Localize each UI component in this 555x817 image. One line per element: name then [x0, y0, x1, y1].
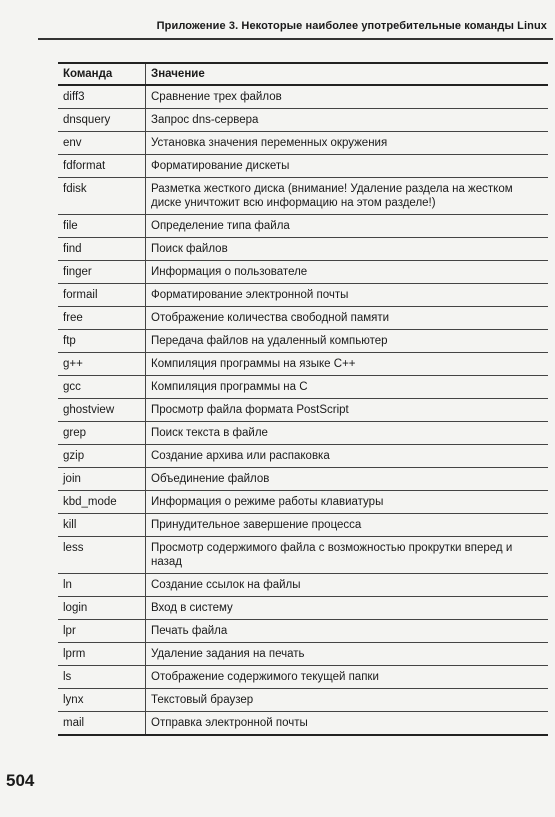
command-cell: fdformat [58, 155, 146, 178]
table-row [58, 514, 548, 537]
command-cell: fdisk [58, 178, 146, 215]
meaning-cell: Вход в систему [146, 597, 549, 620]
column-header-meaning: Значение [146, 63, 549, 85]
command-cell: ls [58, 666, 146, 689]
table-row [58, 666, 548, 689]
meaning-cell: Создание архива или распаковка [146, 445, 549, 468]
table-row [58, 712, 548, 736]
command-cell: dnsquery [58, 109, 146, 132]
table-row [58, 155, 548, 178]
meaning-cell: Компиляция программы на языке C++ [146, 353, 549, 376]
running-head: Приложение 3. Некоторые наиболее употребительные команды Linux [156, 20, 547, 32]
command-cell: grep [58, 422, 146, 445]
command-cell: lynx [58, 689, 146, 712]
meaning-cell: Отправка электронной почты [146, 712, 549, 736]
table-row [58, 109, 548, 132]
command-cell: diff3 [58, 85, 146, 109]
meaning-cell: Удаление задания на печать [146, 643, 549, 666]
command-cell: lpr [58, 620, 146, 643]
command-cell: find [58, 238, 146, 261]
command-cell: env [58, 132, 146, 155]
meaning-cell: Отображение содержимого текущей папки [146, 666, 549, 689]
table-row [58, 238, 548, 261]
meaning-cell: Отображение количества свободной памяти [146, 307, 549, 330]
column-header-command: Команда [58, 63, 146, 85]
meaning-cell: Поиск текста в файле [146, 422, 549, 445]
table-body [58, 85, 548, 735]
meaning-cell: Запрос dns-сервера [146, 109, 549, 132]
meaning-cell: Принудительное завершение процесса [146, 514, 549, 537]
table-row [58, 399, 548, 422]
meaning-cell: Сравнение трех файлов [146, 85, 549, 109]
meaning-cell: Форматирование дискеты [146, 155, 549, 178]
meaning-cell: Объединение файлов [146, 468, 549, 491]
meaning-cell: Текстовый браузер [146, 689, 549, 712]
table-row [58, 491, 548, 514]
meaning-cell: Информация о пользователе [146, 261, 549, 284]
command-cell: lprm [58, 643, 146, 666]
meaning-cell: Установка значения переменных окружения [146, 132, 549, 155]
table-row [58, 689, 548, 712]
command-cell: g++ [58, 353, 146, 376]
meaning-cell: Разметка жесткого диска (внимание! Удаление раздела на жестком диске уничтожит всю информацию на этом разделе!) [146, 178, 549, 215]
command-cell: ln [58, 574, 146, 597]
meaning-cell: Поиск файлов [146, 238, 549, 261]
table-row [58, 574, 548, 597]
table-row [58, 445, 548, 468]
table-row [58, 620, 548, 643]
table-row [58, 597, 548, 620]
command-cell: ftp [58, 330, 146, 353]
table-header-row [58, 63, 548, 85]
table-row [58, 307, 548, 330]
command-cell: formail [58, 284, 146, 307]
table-row [58, 376, 548, 399]
command-cell: gcc [58, 376, 146, 399]
command-cell: free [58, 307, 146, 330]
table-row [58, 330, 548, 353]
meaning-cell: Передача файлов на удаленный компьютер [146, 330, 549, 353]
meaning-cell: Печать файла [146, 620, 549, 643]
table-row [58, 643, 548, 666]
command-cell: kill [58, 514, 146, 537]
commands-table [58, 62, 548, 736]
meaning-cell: Определение типа файла [146, 215, 549, 238]
meaning-cell: Информация о режиме работы клавиатуры [146, 491, 549, 514]
table-row [58, 422, 548, 445]
command-cell: kbd_mode [58, 491, 146, 514]
page-number: 504 [6, 771, 35, 790]
command-cell: ghostview [58, 399, 146, 422]
meaning-cell: Форматирование электронной почты [146, 284, 549, 307]
header-rule [38, 38, 553, 40]
command-cell: mail [58, 712, 146, 736]
command-cell: file [58, 215, 146, 238]
table-row [58, 178, 548, 215]
table-row [58, 468, 548, 491]
table-row [58, 261, 548, 284]
command-cell: less [58, 537, 146, 574]
table-row [58, 284, 548, 307]
table-row [58, 132, 548, 155]
meaning-cell: Компиляция программы на C [146, 376, 549, 399]
command-cell: finger [58, 261, 146, 284]
table-row [58, 215, 548, 238]
command-cell: gzip [58, 445, 146, 468]
command-cell: login [58, 597, 146, 620]
table-row [58, 537, 548, 574]
meaning-cell: Создание ссылок на файлы [146, 574, 549, 597]
meaning-cell: Просмотр содержимого файла с возможностью прокрутки вперед и назад [146, 537, 549, 574]
meaning-cell: Просмотр файла формата PostScript [146, 399, 549, 422]
table-row [58, 353, 548, 376]
table-row [58, 85, 548, 109]
command-cell: join [58, 468, 146, 491]
